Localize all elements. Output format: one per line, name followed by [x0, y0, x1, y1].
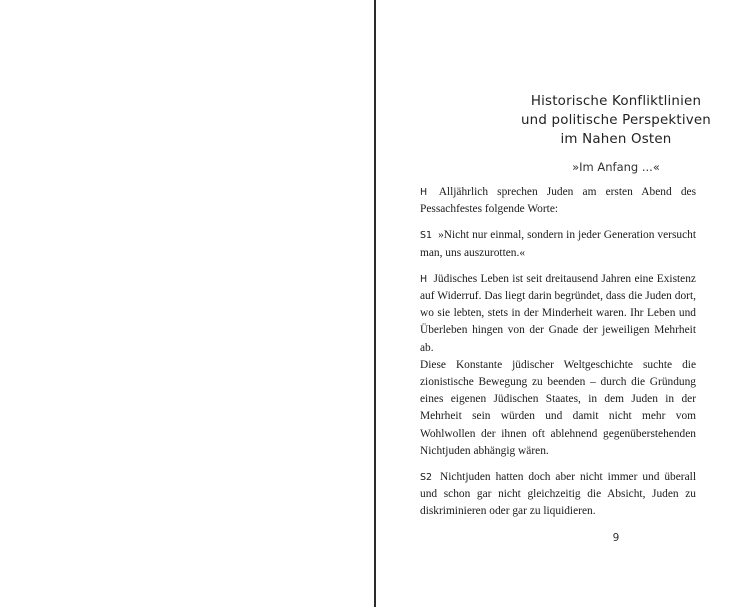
paragraph-text: »Nicht nur einmal, sondern in jeder Generation versucht man, uns auszurotten.« [420, 229, 696, 259]
chapter-title-line-2: und politische Perspektiven [521, 113, 711, 128]
chapter-title-line-3: im Nahen Osten [560, 132, 672, 147]
paragraph-3 [420, 271, 696, 357]
paragraph-5 [420, 469, 696, 521]
left-page-blank [0, 0, 374, 607]
paragraph-text: Alljährlich sprechen Juden am ersten Abend des Pessachfestes folgende Worte: [420, 186, 697, 216]
paragraph-text: Nichtjuden hatten doch aber nicht immer und überall und schon gar nicht gleichzeitig die Absicht, Juden zu diskriminieren oder gar zu liquidieren. [420, 471, 696, 518]
body-text [420, 184, 696, 530]
chapter-title [436, 92, 750, 149]
paragraph-4 [420, 357, 696, 460]
paragraph-text: Jüdisches Leben ist seit dreitausend Jahren eine Existenz auf Widerruf. Das liegt darin begründet, dass die Juden dort, wo sie lebten, stets in der Minderheit waren. Ihr Leben und Überleben hingen von der Gnade der jeweiligen Mehrheit ab. [420, 272, 696, 354]
speaker-label: S2 [420, 472, 433, 484]
paragraph-2 [420, 227, 696, 261]
speaker-label: H [420, 187, 428, 198]
section-subtitle: »Im Anfang ...« [572, 160, 660, 174]
speaker-label: H [420, 273, 428, 285]
page-number: 9 [612, 532, 620, 544]
right-page [376, 0, 750, 607]
speaker-label: S1 [420, 230, 433, 242]
paragraph-1 [420, 184, 696, 218]
paragraph-text: Diese Konstante jüdischer Weltgeschichte suchte die zionistische Bewegung zu beenden – durch die Gründung eines eigenen Jüdischen Staates, in dem Juden in der Mehrheit sein würden und damit nicht mehr vom Wohlwollen der ihnen oft ablehnend gegenüberstehenden Nichtjuden abhängig wären. [420, 358, 696, 457]
chapter-title-line-1: Historische Konfliktlinien [530, 94, 702, 109]
